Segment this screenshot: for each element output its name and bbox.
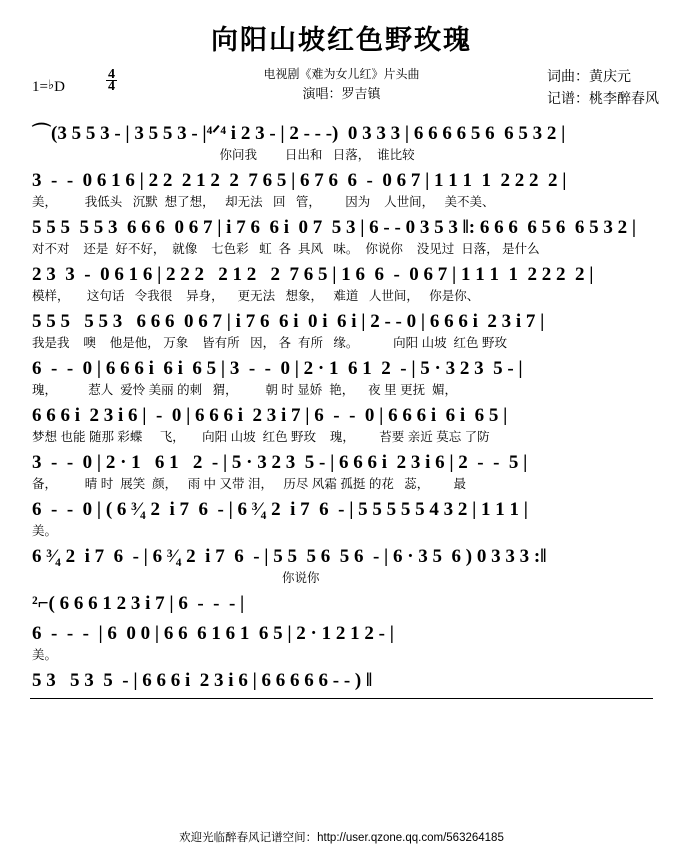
lyric-row: 我是我 噢 他是他， 万象 皆有所 因， 各 有所 缘。 向阳 山坡 红色 野玫 [32,336,508,350]
lyric-row: 对不对 还是 好不好， 就像 七色彩 虹 各 具风 味。 你说你 没见过 日落， 是什么 [32,242,540,256]
note-row: 6 - - 0 | ( 6 ³⁄₄ 2 i 7 6 - | 6 ³⁄₄ 2 i 7 6 - | 5 5 5 5 5 4 3 2 | 1 1 1 | [32,499,528,520]
note-row: 5 3 5 3 5 - | 6 6 6 i 2 3 i 6 | 6 6 6 6 6 - - ) ‖ [32,670,373,691]
score-line [14,215,669,258]
score-line [14,621,669,664]
lyric-row: 你说你 [32,571,320,585]
score-line [14,403,669,446]
meter-denominator: 4 [108,79,115,94]
key-label: 1= [32,79,48,95]
credit-line-1: 词曲：黄庆元 [547,68,631,84]
credit-line-2: 记谱：桃李醉春风 [547,90,659,106]
flat-icon: ♭ [47,77,55,92]
score-line [14,309,669,352]
page-title: 向阳山坡红色野玫瑰 [211,25,472,55]
note-row: 6 ³⁄₄ 2 i 7 6 - | 6 ³⁄₄ 2 i 7 6 - | 5 5 5 6 5 6 - | 6 · 3 5 6 ) 0 3 3 3 :‖ [32,546,547,567]
score-line [14,544,669,587]
note-row: ²⌐( 6 6 6 1 2 3 i 7 | 6 - - - | [32,593,245,614]
note-row: 2 3 3 - 0 6 1 6 | 2 2 2 2 1 2 2 7 6 5 | 1 6 6 - 0 6 7 | 1 1 1 1 2 2 2 2 | [32,264,594,285]
lyric-row: 备， 晴 时 展笑 颜， 雨 中 又带 泪， 历尽 风霜 孤挺 的花 蕊， 最 [32,477,467,491]
lyric-row: 美， 我低头 沉默 想了想， 却无法 回 管， 因为 人世间， 美不美、 [32,195,495,209]
score-line [14,356,669,399]
footer-note: 欢迎光临醉春风记谱空间：http://user.qzone.qq.com/563264185 [179,832,504,844]
meter-numerator: 4 [108,67,115,82]
note-row: 6 - - 0 | 6 6 6 i 6 i 6 5 | 3 - - 0 | 2 · 1 6 1 2 - | 5 · 3 2 3 5 - | [32,358,523,379]
score-body [14,121,669,694]
score-line [14,497,669,540]
lyric-row: 模样， 这句话 令我很 异身， 更无法 想象， 难道 人世间， 你是你、 [32,289,480,303]
lyric-row: 美。 [32,524,58,538]
source-line-1: 电视剧《难为女儿红》片头曲 [263,67,420,81]
lyric-row: 瑰， 惹人 爱怜 美丽 的刺 猬， 朝 时 显娇 艳， 夜 里 更抚 媚， [32,383,458,397]
note-row: 6 6 6 i 2 3 i 6 | - 0 | 6 6 6 i 2 3 i 7 | 6 - - 0 | 6 6 6 i 6 i 6 5 | [32,405,508,426]
score-line [14,168,669,211]
footer-divider [30,698,653,699]
lyric-row: 美。 [32,648,58,662]
lyric-row: 梦想 也能 随那 彩蝶 飞， 向阳 山坡 红色 野玫 瑰， 苔要 亲近 莫忘 了防 [32,430,490,444]
score-line [14,668,669,694]
note-row: 5 5 5 5 5 3 6 6 6 0 6 7 | i 7 6 6 i 0 7 5 3 | 6 - - 0 3 5 3 ‖: 6 6 6 6 5 6 6 5 3 2 | [32,217,637,238]
score-line [14,591,669,617]
note-row: 3 - - 0 6 1 6 | 2 2 2 1 2 2 7 6 5 | 6 7 6 6 - 0 6 7 | 1 1 1 1 2 2 2 2 | [32,170,567,191]
score-line [14,121,669,164]
key-name: D [54,79,65,95]
score-line [14,262,669,305]
note-row: 6 - - - | 6 0 0 | 6 6 6 1 6 1 6 5 | 2 · 1 2 1 2 - | [32,623,394,644]
score-line [14,450,669,493]
note-row: 5 5 5 5 5 3 6 6 6 0 6 7 | i 7 6 6 i 0 i 6 i | 2 - - 0 | 6 6 6 i 2 3 i 7 | [32,311,545,332]
lyric-row: 你问我 日出和 日落， 谁比较 [32,148,415,162]
header-info [14,63,669,119]
sheet-music-page [0,18,683,851]
source-line-2: 演唱：罗吉镇 [302,86,381,101]
note-row: ⌒(3 5 5 3 - | 3 5 5 3 - |⁴ᐟ⁴ i 2 3 - | 2 - - -) 0 3 3 3 | 6 6 6 6 5 6 6 5 3 2 | [32,123,566,144]
author-credits [547,65,659,109]
note-row: 3 - - 0 | 2 · 1 6 1 2 - | 5 · 3 2 3 5 - | 6 6 6 i 2 3 i 6 | 2 - - 5 | [32,452,528,473]
